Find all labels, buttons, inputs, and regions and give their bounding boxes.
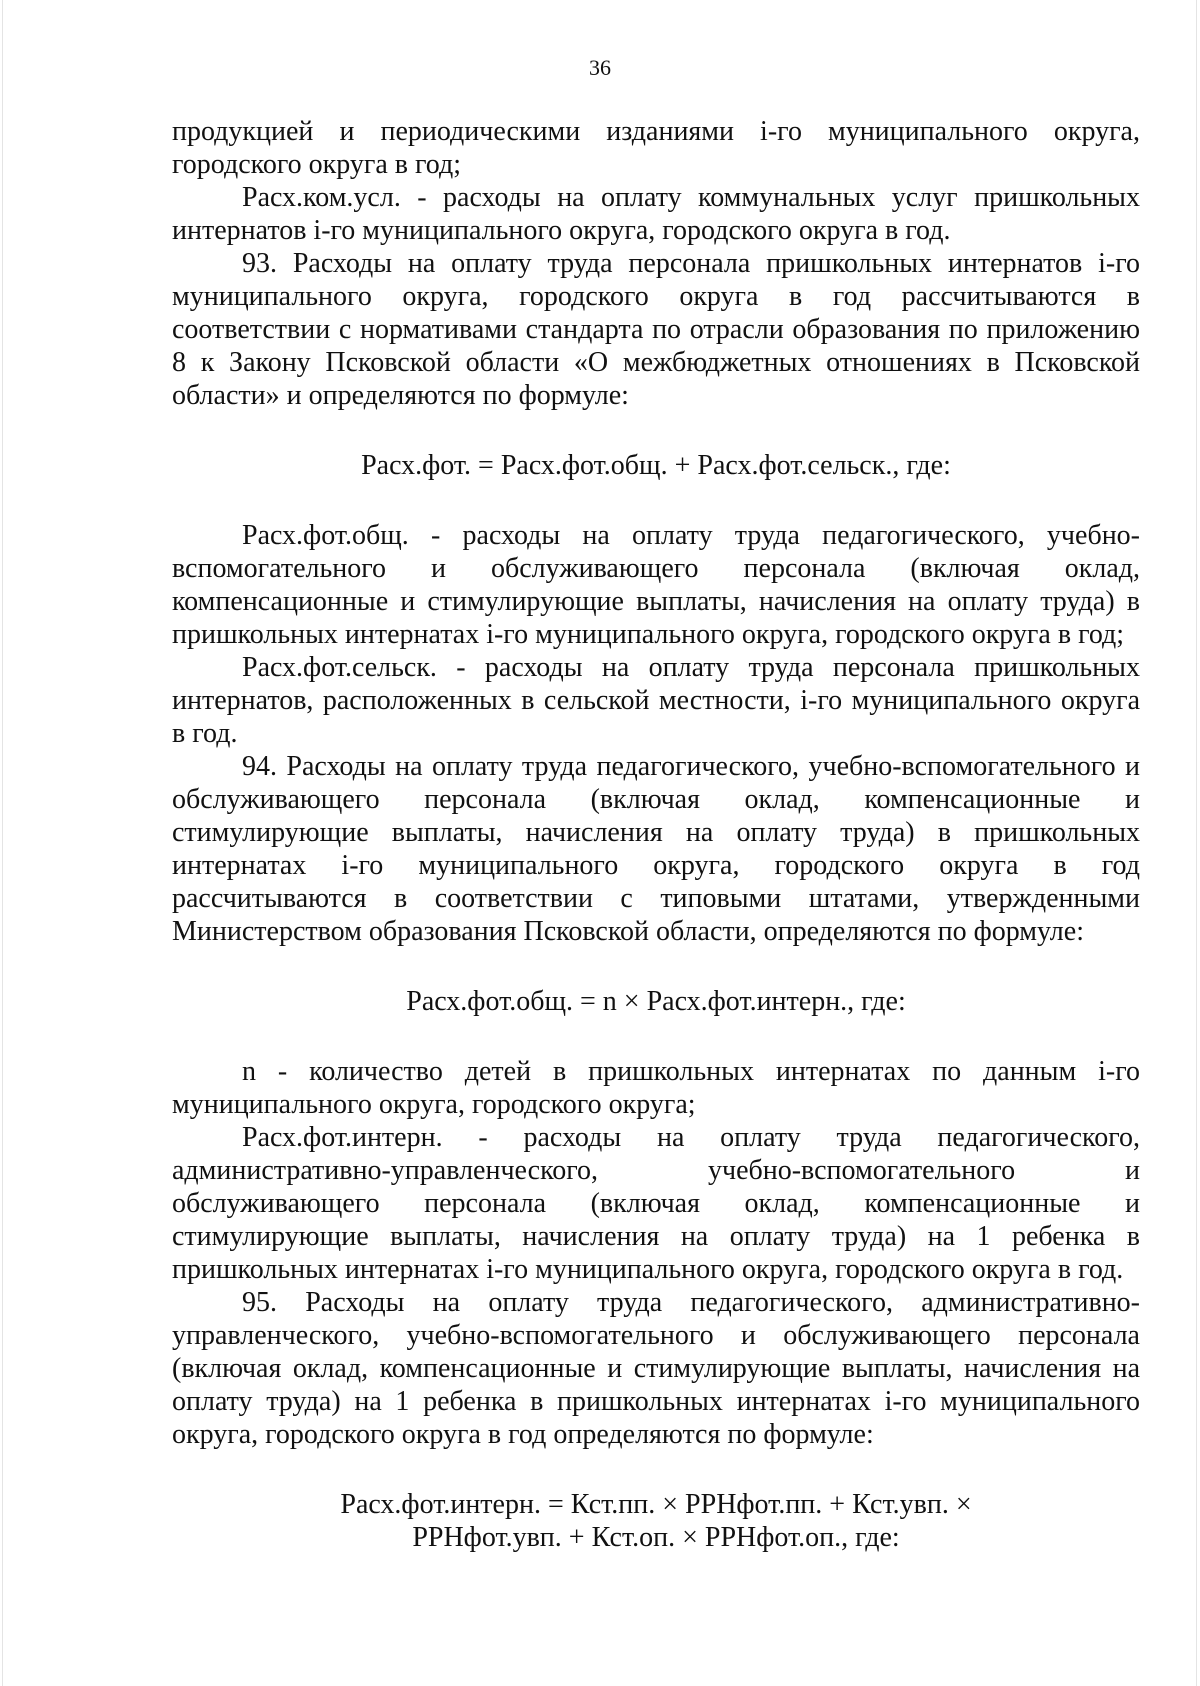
page-number: 36	[589, 55, 611, 80]
paragraph-93: 93. Расходы на оплату труда персонала пришкольных интернатов i-го муниципального округа, городского округа в год рассчитываются в соответствии с нормативами стандарта по отрасли образования по приложению 8 к Закону Псковской области «О межбюджетных отношениях в Псковской области» и определяются по формуле:	[172, 248, 1140, 411]
formula-rash-fot-intern	[172, 1488, 1140, 1554]
paragraph-rash-fot-intern-definition: Расх.фот.интерн. - расходы на оплату труда педагогического, административно-управленческого, учебно-вспомогательного и обслуживающего персонала (включая оклад, компенсационные и стимулирующие выплаты, начисления на оплату труда) на 1 ребенка в пришкольных интернатах i-го муниципального округа, городского округа в год.	[172, 1122, 1140, 1285]
paragraph-n-definition: n - количество детей в пришкольных интернатах по данным i-го муниципального округа, городского округа;	[172, 1056, 1140, 1120]
document-body	[172, 115, 1140, 1554]
formula-rash-fot-intern-line-2: РРНфот.увп. + Кст.оп. × РРНфот.оп., где:	[412, 1522, 900, 1553]
paragraph-rash-fot-obsch-definition: Расх.фот.общ. - расходы на оплату труда педагогического, учебно-вспомогательного и обслуживающего персонала (включая оклад, компенсационные и стимулирующие выплаты, начисления на оплату труда) в пришкольных интернатах i-го муниципального округа, городского округа в год;	[172, 520, 1140, 650]
right-scan-edge	[1196, 0, 1197, 1686]
paragraph-rash-fot-selsk-definition: Расх.фот.сельск. - расходы на оплату труда персонала пришкольных интернатов, расположенных в сельской местности, i-го муниципального округа в год.	[172, 652, 1140, 749]
formula-rash-fot: Расх.фот. = Расх.фот.общ. + Расх.фот.сельск., где:	[361, 450, 951, 481]
left-scan-edge	[2, 0, 3, 1686]
formula-rash-fot-intern-line-1: Расх.фот.интерн. = Кст.пп. × РРНфот.пп. + Кст.увп. ×	[340, 1489, 972, 1520]
paragraph-continuation: продукцией и периодическими изданиями i-го муниципального округа, городского округа в год;	[172, 116, 1140, 180]
paragraph-95: 95. Расходы на оплату труда педагогического, административно-управленческого, учебно-вспомогательного и обслуживающего персонала (включая оклад, компенсационные и стимулирующие выплаты, начисления на оплату труда) на 1 ребенка в пришкольных интернатах i-го муниципального округа, городского округа в год определяются по формуле:	[172, 1287, 1140, 1450]
formula-rash-fot-obsch: Расх.фот.общ. = n × Расх.фот.интерн., где:	[406, 986, 906, 1017]
paragraph-94: 94. Расходы на оплату труда педагогического, учебно-вспомогательного и обслуживающего персонала (включая оклад, компенсационные и стимулирующие выплаты, начисления на оплату труда) в пришкольных интернатах i-го муниципального округа, городского округа в год рассчитываются в соответствии с типовыми штатами, утвержденными Министерством образования Псковской области, определяются по формуле:	[172, 751, 1140, 947]
paragraph-rash-kom-usl: Расх.ком.усл. - расходы на оплату коммунальных услуг пришкольных интернатов i-го муниципального округа, городского округа в год.	[172, 182, 1140, 246]
